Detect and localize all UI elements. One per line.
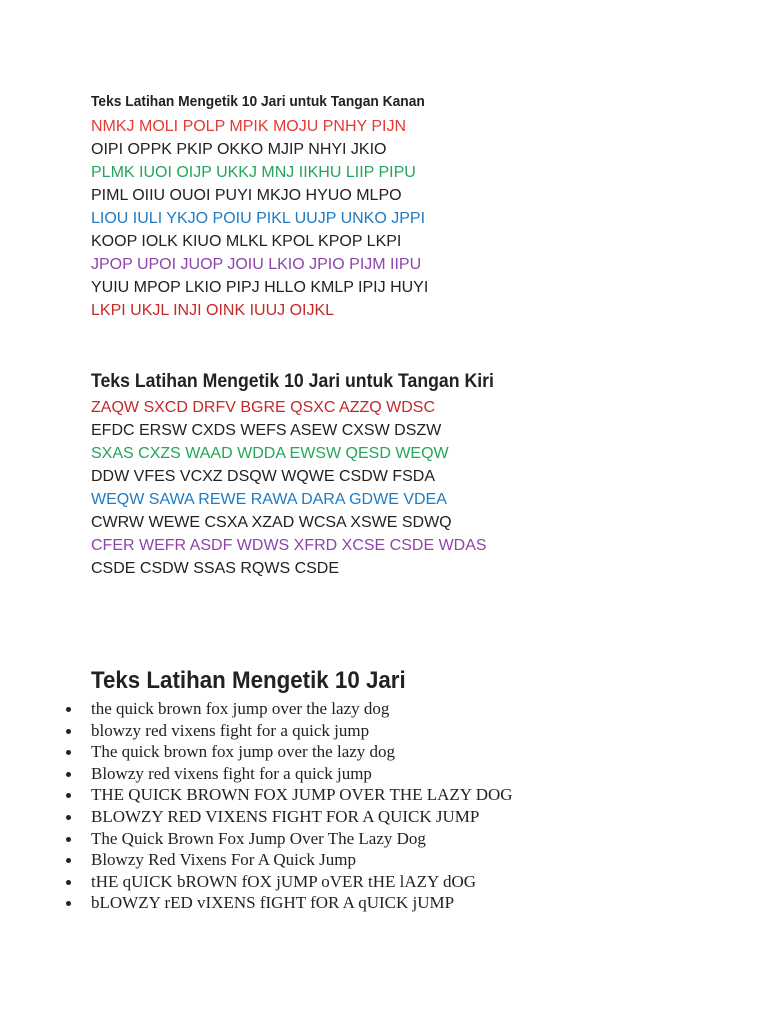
list-item-text: BLOWZY RED VIXENS FIGHT FOR A QUICK JUMP	[91, 806, 480, 826]
practice-line: PLMK IUOI OIJP UKKJ MNJ IIKHU LIIP PIPU	[91, 164, 416, 181]
practice-line: WEQW SAWA REWE RAWA DARA GDWE VDEA	[91, 491, 447, 508]
practice-line: LIOU IULI YKJO POIU PIKL UUJP UNKO JPPI	[91, 210, 426, 227]
list-item	[66, 784, 513, 806]
general-practice-list	[66, 698, 513, 914]
practice-line: ZAQW SXCD DRFV BGRE QSXC AZZQ WDSC	[91, 399, 436, 416]
list-item-text: THE QUICK BROWN FOX JUMP OVER THE LAZY DOG	[91, 785, 513, 805]
bullet-icon	[66, 880, 71, 885]
bullet-icon	[66, 901, 71, 906]
list-item	[66, 698, 513, 720]
list-item-text: blowzy red vixens fight for a quick jump	[91, 720, 370, 740]
heading-right-hand: Teks Latihan Mengetik 10 Jari untuk Tangan Kanan	[91, 93, 425, 110]
practice-line: SXAS CXZS WAAD WDDA EWSW QESD WEQW	[91, 445, 449, 462]
bullet-icon	[66, 837, 71, 842]
heading-left-hand: Teks Latihan Mengetik 10 Jari untuk Tangan Kiri	[91, 371, 494, 392]
bullet-icon	[66, 793, 71, 798]
bullet-icon	[66, 707, 71, 712]
practice-line: KOOP IOLK KIUO MLKL KPOL KPOP LKPI	[91, 233, 402, 250]
right-hand-lines	[91, 115, 428, 322]
bullet-icon	[66, 729, 71, 734]
list-item	[66, 871, 513, 893]
list-item-text: The Quick Brown Fox Jump Over The Lazy Dog	[91, 828, 426, 848]
practice-line: EFDC ERSW CXDS WEFS ASEW CXSW DSZW	[91, 422, 442, 439]
practice-line: OIPI OPPK PKIP OKKO MJIP NHYI JKIO	[91, 141, 387, 158]
bullet-icon	[66, 750, 71, 755]
bullet-icon	[66, 815, 71, 820]
list-item-text: The quick brown fox jump over the lazy dog	[91, 742, 396, 762]
practice-line: CSDE CSDW SSAS RQWS CSDE	[91, 560, 340, 577]
list-item	[66, 849, 513, 871]
practice-line: YUIU MPOP LKIO PIPJ HLLO KMLP IPIJ HUYI	[91, 279, 429, 296]
list-item-text: bLOWZY rED vIXENS fIGHT fOR A qUICK jUMP	[91, 893, 455, 913]
list-item	[66, 806, 513, 828]
list-item-text: the quick brown fox jump over the lazy dog	[91, 699, 390, 718]
bullet-icon	[66, 772, 71, 777]
bullet-icon	[66, 858, 71, 863]
list-item	[66, 828, 513, 850]
practice-line: CFER WEFR ASDF WDWS XFRD XCSE CSDE WDAS	[91, 537, 487, 554]
list-item	[66, 741, 513, 763]
practice-line: CWRW WEWE CSXA XZAD WCSA XSWE SDWQ	[91, 514, 452, 531]
list-item	[66, 763, 513, 785]
practice-line: NMKJ MOLI POLP MPIK MOJU PNHY PIJN	[91, 118, 407, 135]
practice-line: DDW VFES VCXZ DSQW WQWE CSDW FSDA	[91, 468, 435, 485]
practice-line: PIML OIIU OUOI PUYI MKJO HYUO MLPO	[91, 187, 402, 204]
left-hand-lines	[91, 396, 487, 580]
list-item-text: Blowzy Red Vixens For A Quick Jump	[91, 850, 357, 870]
heading-general: Teks Latihan Mengetik 10 Jari	[91, 667, 406, 694]
list-item	[66, 720, 513, 742]
list-item	[66, 892, 513, 914]
list-item-text: tHE qUICK bROWN fOX jUMP oVER tHE lAZY dOG	[91, 871, 476, 891]
list-item-text: Blowzy red vixens fight for a quick jump	[91, 763, 372, 783]
practice-line: JPOP UPOI JUOP JOIU LKIO JPIO PIJM IIPU	[91, 256, 422, 273]
practice-line: LKPI UKJL INJI OINK IUUJ OIJKL	[91, 302, 335, 319]
